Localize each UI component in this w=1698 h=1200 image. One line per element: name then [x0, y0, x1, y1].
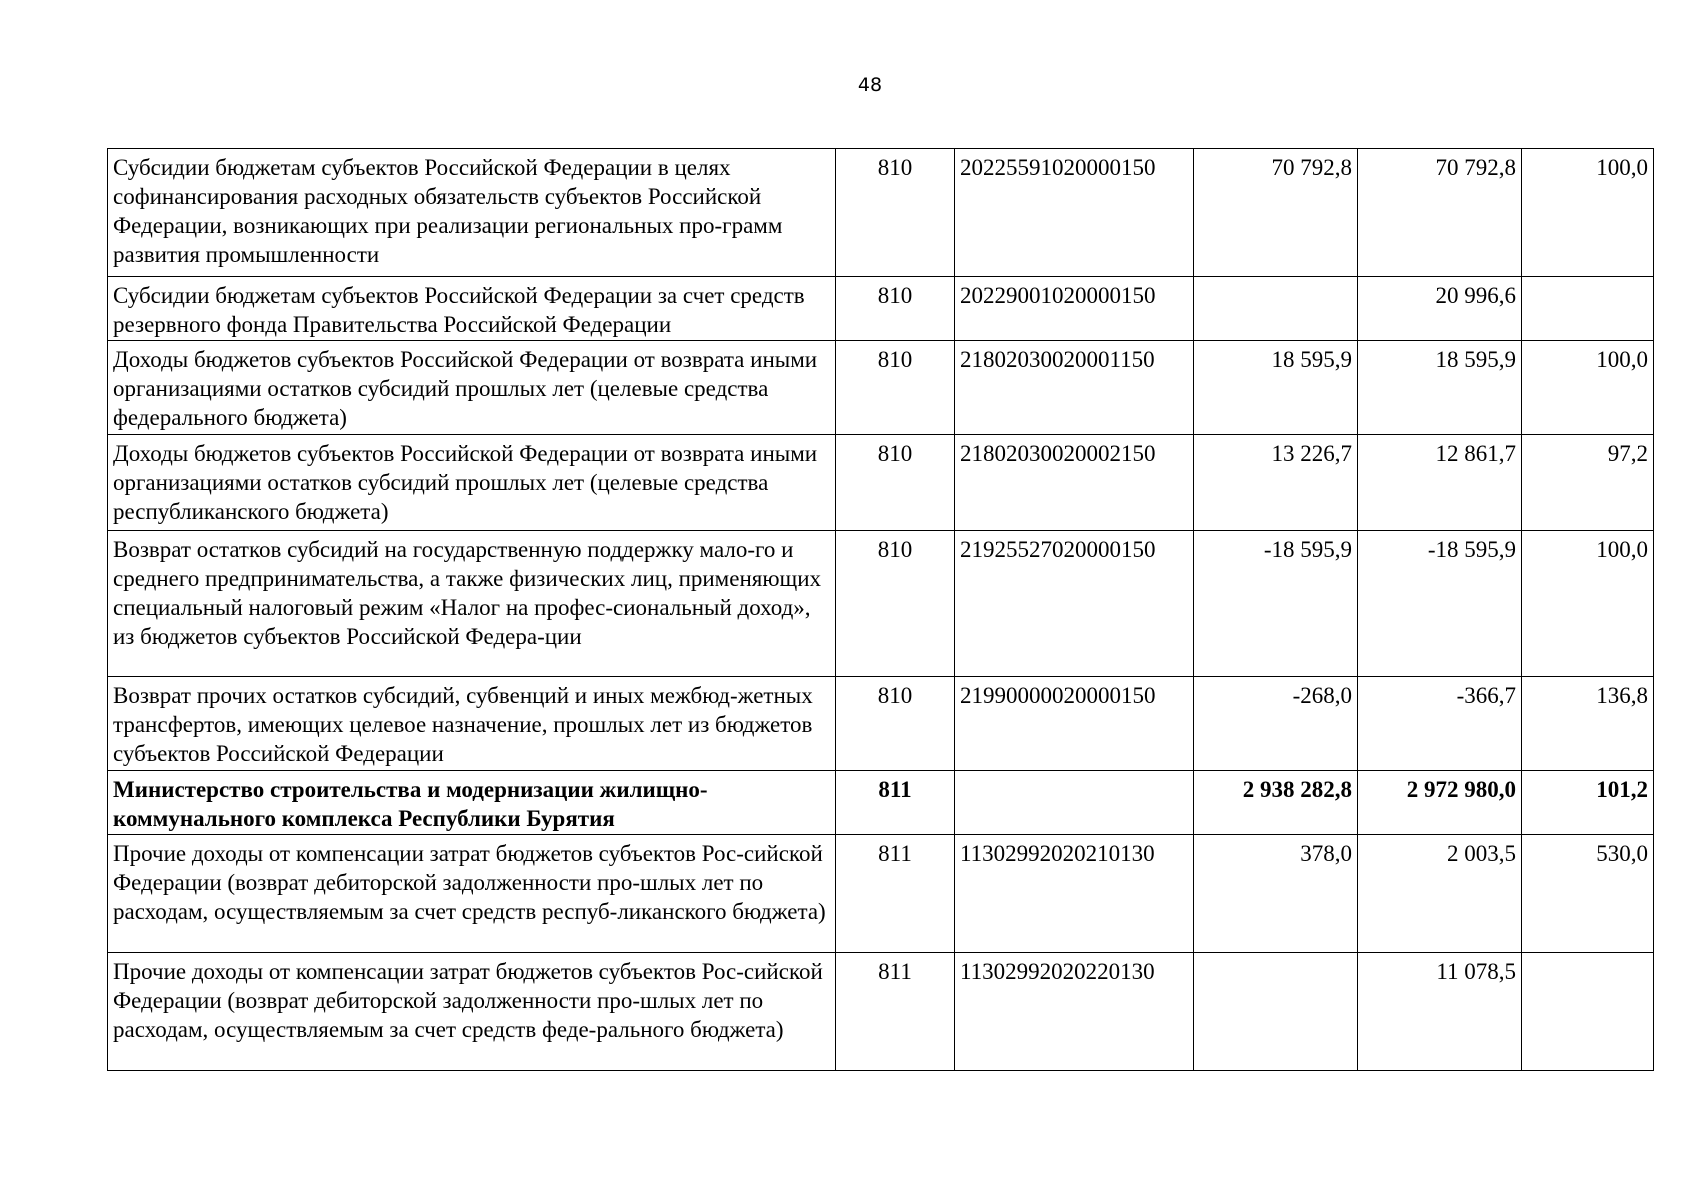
row-admin-code: 811	[836, 953, 955, 1071]
row-plan-value: -268,0	[1194, 677, 1358, 771]
row-percent-value: 100,0	[1522, 341, 1654, 435]
row-admin-code: 810	[836, 677, 955, 771]
row-name: Возврат остатков субсидий на государственную поддержку мало-го и среднего предпринимательства, а также физических лиц, применяющих специальный налоговый режим «Налог на профес-сиональный доход», из бюджетов субъектов Российской Федера-ции	[108, 531, 836, 677]
row-name: Доходы бюджетов субъектов Российской Федерации от возврата иными организациями остатков субсидий прошлых лет (целевые средства федерального бюджета)	[108, 341, 836, 435]
row-name: Субсидии бюджетам субъектов Российской Федерации в целях софинансирования расходных обязательств субъектов Российской Федерации, возникающих при реализации региональных про-грамм развития промышленности	[108, 149, 836, 277]
row-percent-value: 100,0	[1522, 149, 1654, 277]
row-percent-value: 530,0	[1522, 835, 1654, 953]
row-percent-value	[1522, 953, 1654, 1071]
row-budget-code: 21802030020001150	[955, 341, 1194, 435]
row-percent-value: 100,0	[1522, 531, 1654, 677]
row-plan-value	[1194, 953, 1358, 1071]
row-fact-value: 12 861,7	[1358, 435, 1522, 531]
table-row	[108, 341, 1654, 435]
row-name: Прочие доходы от компенсации затрат бюджетов субъектов Рос-сийской Федерации (возврат дебиторской задолженности про-шлых лет по расходам, осуществляемым за счет средств феде-рального бюджета)	[108, 953, 836, 1071]
row-budget-code: 21925527020000150	[955, 531, 1194, 677]
row-budget-code: 21802030020002150	[955, 435, 1194, 531]
table-row	[108, 435, 1654, 531]
row-budget-code: 21990000020000150	[955, 677, 1194, 771]
row-admin-code: 810	[836, 341, 955, 435]
row-admin-code: 810	[836, 435, 955, 531]
row-fact-value: 70 792,8	[1358, 149, 1522, 277]
row-budget-code: 20229001020000150	[955, 277, 1194, 341]
row-admin-code: 810	[836, 277, 955, 341]
row-name: Министерство строительства и модернизации жилищно-коммунального комплекса Республики Бурятия	[108, 771, 836, 835]
row-plan-value: 2 938 282,8	[1194, 771, 1358, 835]
row-budget-code: 20225591020000150	[955, 149, 1194, 277]
row-percent-value: 97,2	[1522, 435, 1654, 531]
row-plan-value: 18 595,9	[1194, 341, 1358, 435]
row-admin-code: 811	[836, 835, 955, 953]
row-budget-code	[955, 771, 1194, 835]
row-name: Возврат прочих остатков субсидий, субвенций и иных межбюд-жетных трансфертов, имеющих целевое назначение, прошлых лет из бюджетов субъектов Российской Федерации	[108, 677, 836, 771]
row-plan-value	[1194, 277, 1358, 341]
row-fact-value: -366,7	[1358, 677, 1522, 771]
row-percent-value: 136,8	[1522, 677, 1654, 771]
row-percent-value	[1522, 277, 1654, 341]
row-plan-value: -18 595,9	[1194, 531, 1358, 677]
row-plan-value: 70 792,8	[1194, 149, 1358, 277]
table-row	[108, 953, 1654, 1071]
row-admin-code: 810	[836, 149, 955, 277]
table-row	[108, 149, 1654, 277]
page-number: 48	[857, 74, 883, 96]
row-fact-value: 2 972 980,0	[1358, 771, 1522, 835]
row-admin-code: 810	[836, 531, 955, 677]
row-budget-code: 11302992020220130	[955, 953, 1194, 1071]
table-row	[108, 677, 1654, 771]
row-fact-value: 18 595,9	[1358, 341, 1522, 435]
row-budget-code: 11302992020210130	[955, 835, 1194, 953]
row-admin-code: 811	[836, 771, 955, 835]
row-name: Доходы бюджетов субъектов Российской Федерации от возврата иными организациями остатков субсидий прошлых лет (целевые средства республиканского бюджета)	[108, 435, 836, 531]
table-row-ministry-total	[108, 771, 1654, 835]
table-row	[108, 531, 1654, 677]
table-row	[108, 835, 1654, 953]
row-name: Прочие доходы от компенсации затрат бюджетов субъектов Рос-сийской Федерации (возврат дебиторской задолженности про-шлых лет по расходам, осуществляемым за счет средств респуб-ликанского бюджета)	[108, 835, 836, 953]
row-fact-value: 11 078,5	[1358, 953, 1522, 1071]
row-fact-value: 20 996,6	[1358, 277, 1522, 341]
row-name: Субсидии бюджетам субъектов Российской Федерации за счет средств резервного фонда Правительства Российской Федерации	[108, 277, 836, 341]
row-plan-value: 378,0	[1194, 835, 1358, 953]
row-plan-value: 13 226,7	[1194, 435, 1358, 531]
row-percent-value: 101,2	[1522, 771, 1654, 835]
row-fact-value: 2 003,5	[1358, 835, 1522, 953]
row-fact-value: -18 595,9	[1358, 531, 1522, 677]
revenue-table	[107, 148, 1654, 1071]
table-row	[108, 277, 1654, 341]
